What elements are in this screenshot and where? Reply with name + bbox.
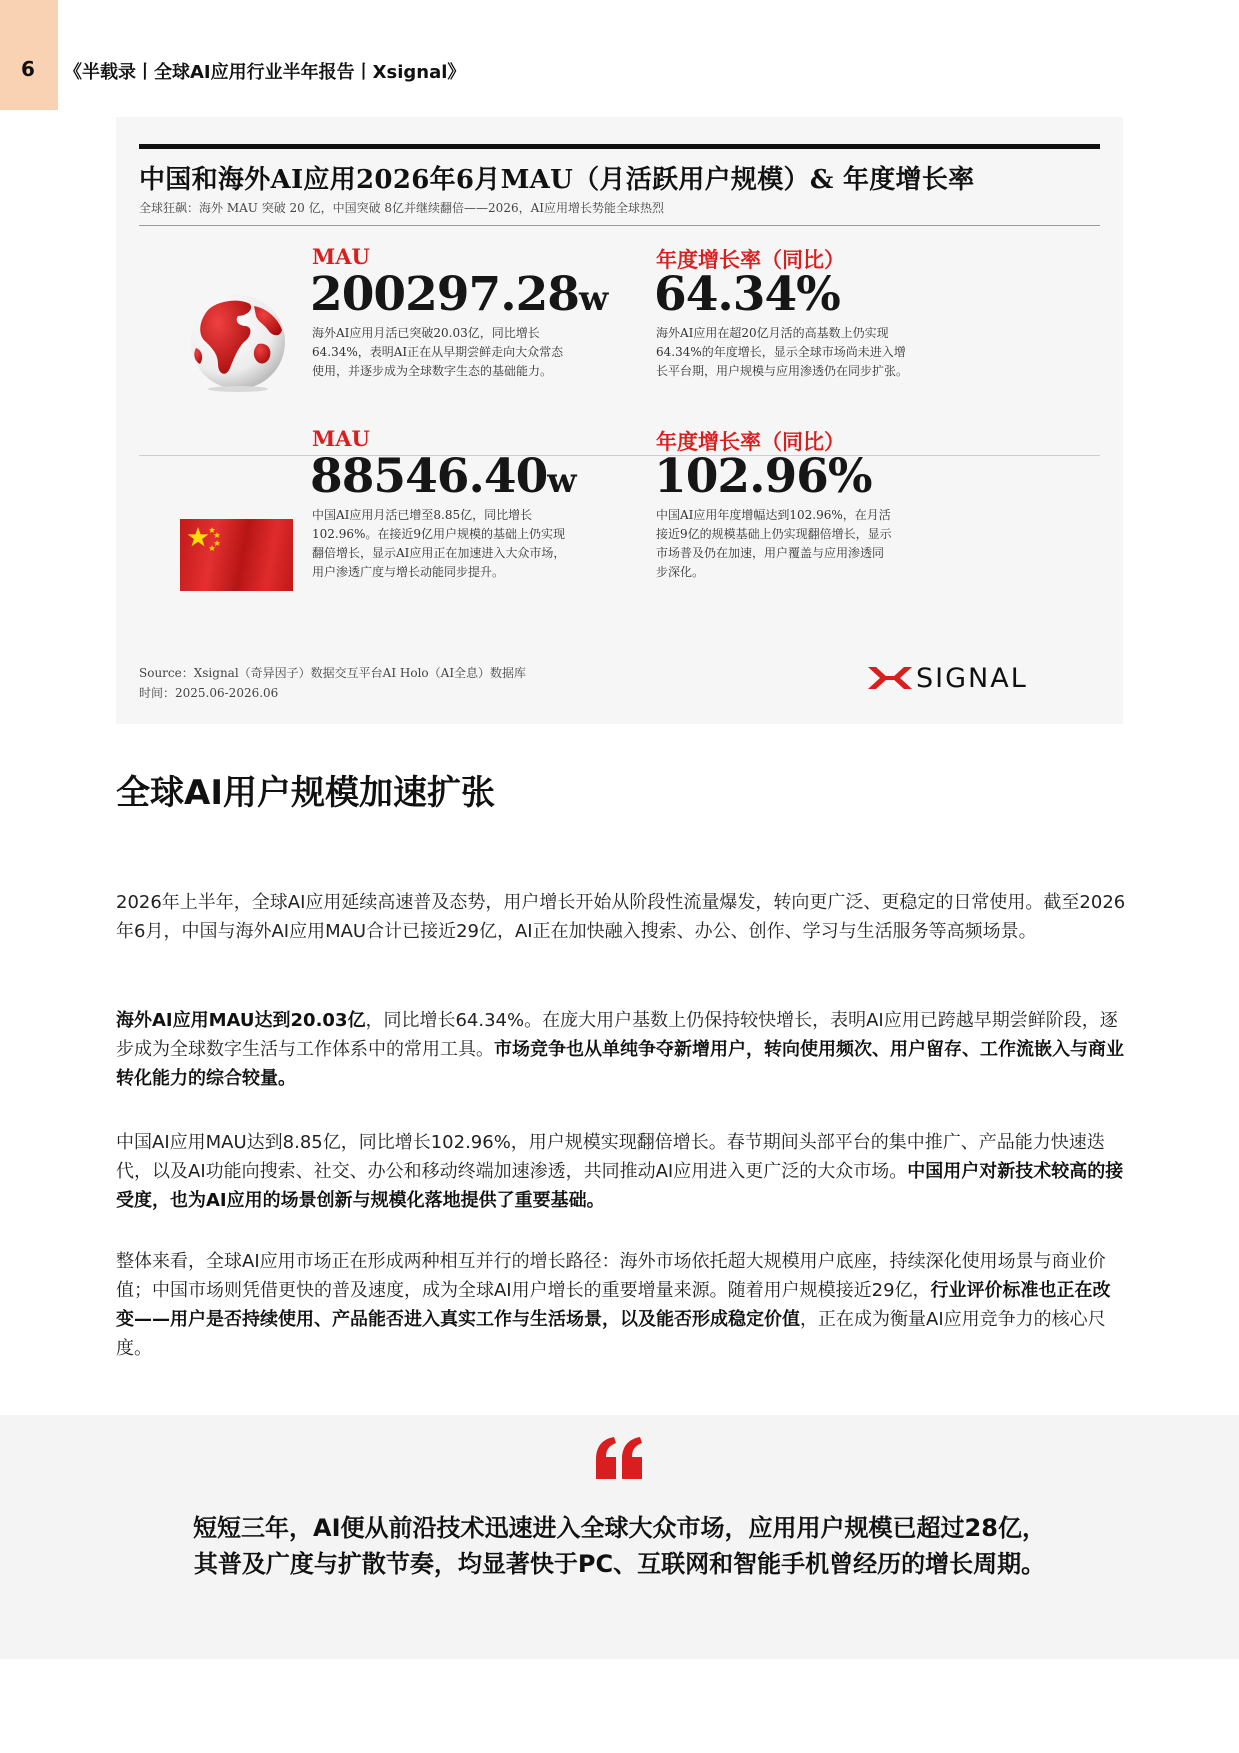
overseas-mau-value: 200297.28w	[310, 267, 608, 322]
card-subtitle: 全球狂飙：海外 MAU 突破 20 亿，中国突破 8亿并继续翻倍——2026，AI应用增长势能全球热烈	[139, 201, 664, 215]
china-growth-value: 102.96%	[654, 449, 872, 504]
brand-wordmark: SIGNAL	[916, 662, 1028, 694]
overseas-mau-label: MAU	[312, 244, 370, 269]
china-mau-label: MAU	[312, 426, 370, 451]
paragraph-4: 整体来看，全球AI应用市场正在形成两种相互并行的增长路径：海外市场依托超大规模用户底座，持续深化使用场景与商业价值；中国市场则凭借更快的普及速度，成为全球AI用户增长的重要增量来源。随着用户规模接近29亿，行业评价标准也正在改变——用户是否持续使用、产品能否进入真实工作与生活场景，以及能否形成稳定价值，正在成为衡量AI应用竞争力的核心尺度。	[116, 1251, 1111, 1359]
card-title: 中国和海外AI应用2026年6月MAU（月活跃用户规模）& 年度增长率	[139, 165, 975, 195]
card-top-rule	[139, 144, 1100, 149]
pull-quote	[0, 1415, 1239, 1659]
mau-infographic-card	[116, 117, 1123, 724]
globe-icon	[188, 292, 288, 392]
china-growth-label: 年度增长率（同比）	[656, 429, 845, 454]
x-logo-icon	[866, 665, 912, 691]
paragraph-2: 海外AI应用MAU达到20.03亿，同比增长64.34%。在庞大用户基数上仍保持较快增长，表明AI应用已跨越早期尝鲜阶段，逐步成为全球数字生活与工作体系中的常用工具。市场竞争也从单纯争夺新增用户，转向使用频次、用户留存、工作流嵌入与商业转化能力的综合较量。	[116, 1010, 1124, 1089]
overseas-growth-value: 64.34%	[654, 267, 840, 322]
overseas-growth-description: 海外AI应用在超20亿月活的高基数上仍实现 64.34%的年度增长，显示全球市场尚未进入增 长平台期，用户规模与应用渗透仍在同步扩张。	[656, 326, 909, 378]
china-growth-description: 中国AI应用年度增幅达到102.96%，在月活 接近9亿的规模基础上仍实现翻倍增长，显示 市场普及仍在加速，用户覆盖与应用渗透同 步深化。	[656, 508, 892, 579]
running-title: 《半载录丨全球AI应用行业半年报告丨Xsignal》	[64, 62, 466, 83]
paragraph-1: 2026年上半年，全球AI应用延续高速普及态势，用户增长开始从阶段性流量爆发，转向更广泛、更稳定的日常使用。截至2026年6月，中国与海外AI应用MAU合计已接近29亿，AI正在加快融入搜索、办公、创作、学习与生活服务等高频场景。	[116, 892, 1126, 942]
page-number: 6	[21, 57, 35, 81]
source-note: Source：Xsignal（奇异因子）数据交互平台AI Holo（AI全息）数据库 时间：2025.06-2026.06	[139, 666, 527, 700]
section-title: 全球AI用户规模加速扩张	[116, 773, 495, 813]
quote-text: 短短三年，AI便从前沿技术迅速进入全球大众市场，应用用户规模已超过28亿， 其普及广度与扩散节奏，均显著快于PC、互联网和智能手机曾经历的增长周期。	[193, 1514, 1046, 1578]
card-divider	[139, 225, 1100, 226]
china-flag-icon	[180, 519, 293, 591]
row-divider	[139, 455, 1100, 456]
china-mau-description: 中国AI应用月活已增至8.85亿，同比增长 102.96%。在接近9亿用户规模的基础上仍实现 翻倍增长，显示AI应用正在加速进入大众市场， 用户渗透广度与增长动能同步提升。	[312, 508, 566, 579]
page-number-tab	[0, 0, 58, 110]
quote-mark-icon	[592, 1435, 646, 1481]
china-mau-value: 88546.40w	[310, 449, 576, 504]
overseas-mau-description: 海外AI应用月活已突破20.03亿，同比增长 64.34%，表明AI正在从早期尝鲜走向大众常态 使用，并逐步成为全球数字生态的基础能力。	[312, 326, 564, 378]
overseas-growth-label: 年度增长率（同比）	[656, 247, 845, 272]
paragraph-3: 中国AI应用MAU达到8.85亿，同比增长102.96%，用户规模实现翻倍增长。春节期间头部平台的集中推广、产品能力快速迭代，以及AI功能向搜索、社交、办公和移动终端加速渗透，共同推动AI应用进入更广泛的大众市场。中国用户对新技术较高的接受度，也为AI应用的场景创新与规模化落地提供了重要基础。	[116, 1132, 1124, 1211]
xsignal-logo	[866, 663, 1028, 693]
